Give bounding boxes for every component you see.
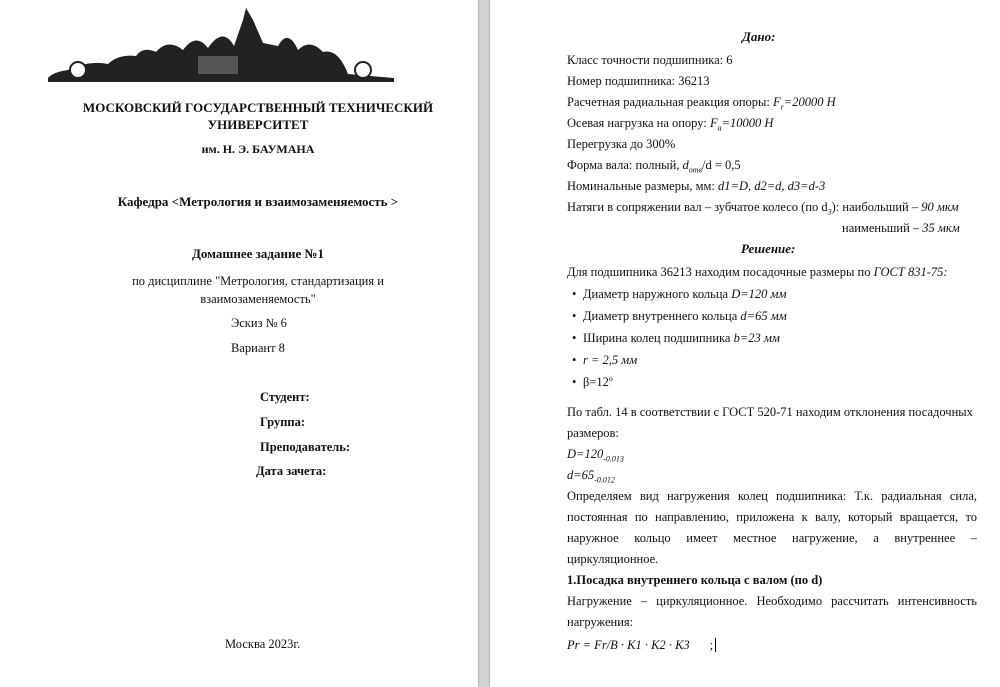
given-label: Осевая нагрузка на опору: <box>567 116 710 130</box>
teacher-label: Преподаватель: <box>260 440 351 454</box>
assignment-title: Домашнее задание №1 <box>191 246 325 261</box>
given-label: Натяги в сопряжении вал – зубчатое колесо (по d <box>567 200 828 214</box>
given-line <box>567 116 773 133</box>
shaft-d: d <box>682 158 689 172</box>
D-sub: -0.013 <box>603 454 624 464</box>
sketch-number: Эскиз № 6 <box>231 316 287 330</box>
given-line <box>567 158 741 175</box>
solution-heading: Решение: <box>741 241 796 256</box>
given-label: Форма вала: полный, <box>567 158 683 172</box>
paragraph-line: циркуляционное. <box>567 552 659 566</box>
university-name-line1: МОСКОВСКИЙ ГОСУДАРСТВЕННЫЙ ТЕХНИЧЕСКИЙ <box>82 100 434 115</box>
given-line: Перегрузка до 300% <box>567 137 676 151</box>
tight-sub: 3 <box>827 207 832 217</box>
paragraph-line: постоянная по направлению, приложена к валу, который вращается, то <box>567 510 977 524</box>
formula <box>567 638 719 653</box>
gost-ref: ГОСТ 831-75: <box>873 265 948 279</box>
university-name-line2: УНИВЕРСИТЕТ <box>207 117 309 132</box>
text-cursor <box>715 638 719 652</box>
fa-symbol: F <box>709 116 718 130</box>
section-heading: 1.Посадка внутреннего кольца с валом (по d) <box>567 573 823 587</box>
bullet-value: b=23 мм <box>733 331 780 345</box>
discipline-line2: взаимозаменяемость" <box>200 292 316 306</box>
bullet-item <box>583 287 787 302</box>
given-line <box>567 95 836 112</box>
bullet-label: Диаметр наружного кольца <box>583 287 732 301</box>
fa-value: =10000 Н <box>721 116 774 130</box>
d-sub: -0.012 <box>594 475 615 485</box>
solution-intro <box>567 265 948 280</box>
named-after: им. Н. Э. БАУМАНА <box>201 142 315 156</box>
fr-symbol: F <box>773 95 781 109</box>
tight-max: 90 мкм <box>921 200 959 214</box>
university-emblem-logo <box>48 8 394 84</box>
content-page <box>490 0 1000 687</box>
given-line <box>842 221 960 236</box>
bullet-label: Диаметр внутреннего кольца <box>583 309 741 323</box>
bullet-value: r = 2,5 мм <box>583 353 638 367</box>
bullet-item <box>583 353 637 368</box>
D-deviation <box>567 447 624 464</box>
bullet-value: D=120 мм <box>731 287 787 301</box>
group-label: Группа: <box>260 415 306 429</box>
D-value: D=120 <box>567 447 604 461</box>
tight-min: 35 мкм <box>922 221 960 235</box>
fr-value: =20000 Н <box>783 95 836 109</box>
department: Кафедра <Метрология и взаимозаменяемость > <box>117 194 399 209</box>
given-line <box>567 200 959 217</box>
given-heading: Дано: <box>742 29 776 44</box>
paragraph-line: наружное кольцо имеет местное нагружение, а внутреннее – <box>567 531 977 545</box>
shaft-sub: отв <box>688 165 703 175</box>
fa-sub: a <box>717 123 722 133</box>
city-year: Москва 2023г. <box>225 637 301 651</box>
given-label: Расчетная радиальная реакция опоры: <box>567 95 774 109</box>
bullet-item <box>583 331 780 346</box>
date-label: Дата зачета: <box>256 464 327 478</box>
paragraph-line: Определяем вид нагружения колец подшипника: Т.к. радиальная сила, <box>567 489 977 503</box>
fr-sub: r <box>780 102 784 112</box>
paragraph-line: нагружения: <box>567 615 634 629</box>
formula-text: Pr = Fr/B · K1 · K2 · K3 <box>567 638 690 652</box>
intro-text: Для подшипника 36213 находим посадочные размеры по <box>567 265 874 279</box>
title-page <box>0 0 478 687</box>
bullet-label: β=12º <box>583 375 613 389</box>
shaft-ratio: /d = 0,5 <box>702 158 741 172</box>
discipline-line1: по дисциплине "Метрология, стандартизация и <box>132 274 384 288</box>
d-value: d=65 <box>567 468 595 482</box>
given-label: Номинальные размеры, мм: <box>567 179 719 193</box>
table-ref-line: размеров: <box>567 426 619 440</box>
paragraph-line: Нагружение – циркуляционное. Необходимо рассчитать интенсивность <box>567 594 977 608</box>
nominal-sizes: d1=D, d2=d, d3=d-3 <box>718 179 826 193</box>
variant-number: Вариант 8 <box>231 341 285 355</box>
bullet-item <box>583 375 613 390</box>
table-ref-line: По табл. 14 в соответствии с ГОСТ 520-71 находим отклонения посадочных <box>567 405 973 419</box>
bullet-value: d=65 мм <box>740 309 787 323</box>
d-deviation <box>567 468 615 485</box>
bullet-label: Ширина колец подшипника <box>583 331 734 345</box>
given-label: наименьший – <box>842 221 923 235</box>
given-line: Номер подшипника: 36213 <box>567 74 710 88</box>
given-line: Класс точности подшипника: 6 <box>567 53 733 67</box>
bullet-item <box>583 309 787 324</box>
student-label: Студент: <box>260 390 310 404</box>
formula-end: ; <box>709 638 714 652</box>
given-line <box>567 179 825 194</box>
tight-mid: ): наибольший – <box>831 200 922 214</box>
page-separator <box>478 0 490 687</box>
